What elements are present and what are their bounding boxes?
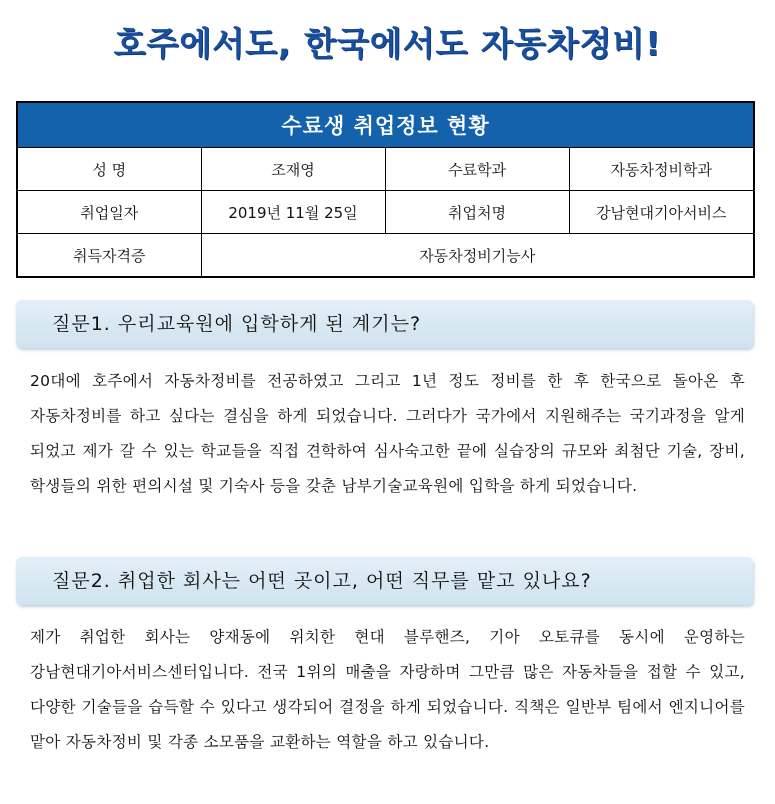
answer-2-paragraph: 제가 취업한 회사는 양재동에 위치한 현대 블루핸즈, 기아 오토큐를 동시에 운영하는 강남현대기아서비스센터입니다. 전국 1위의 매출을 자랑하며 그만큼 많은 자동차들을 접할 수 있고, 다양한 기술들을 습득할 수 있다고 생각되어 결정을 하게 되었습니다. 직책은 일반부 팀에서 엔지니어를 맡아 자동차정비 및 각종 소모품을 교환하는 역할을 하고 있습니다. xyxy=(30,628,745,751)
employment-info-table xyxy=(16,101,755,278)
certificate-value: 자동차정비기능사 xyxy=(201,234,754,278)
table-row xyxy=(17,191,754,234)
answer-1-paragraph: 20대에 호주에서 자동차정비를 전공하였고 그리고 1년 정도 정비를 한 후 한국으로 돌아온 후 자동차정비를 하고 싶다는 결심을 하게 되었습니다. 그러다가 국가에서 지원해주는 국기과정을 알게 되었고 제가 갈 수 있는 학교들을 직접 견학하여 심사숙고한 끝에 실습장의 규모와 최첨단 기술, 장비, 학생들의 위한 편의시설 및 기숙사 등을 갖춘 남부기술교육원에 입학을 하게 되었습니다. xyxy=(30,372,745,495)
employer-label: 취업처명 xyxy=(385,191,569,234)
name-value: 조재영 xyxy=(201,148,385,191)
question-1-band xyxy=(16,300,753,348)
table-row xyxy=(17,148,754,191)
name-label: 성 명 xyxy=(17,148,201,191)
employment-date-label: 취업일자 xyxy=(17,191,201,234)
table-row xyxy=(17,234,754,278)
table-title: 수료생 취업정보 현황 xyxy=(17,102,754,148)
department-label: 수료학과 xyxy=(385,148,569,191)
question-2-band xyxy=(16,557,753,605)
table-title-row xyxy=(17,102,754,148)
page-headline: 호주에서도, 한국에서도 자동차정비! xyxy=(113,24,662,63)
employment-date-value: 2019년 11월 25일 xyxy=(201,191,385,234)
employer-value: 강남현대기아서비스 xyxy=(569,191,754,234)
department-value: 자동차정비학과 xyxy=(569,148,754,191)
question-1-text: 질문1. 우리교육원에 입학하게 된 계기는? xyxy=(52,313,422,335)
certificate-label: 취득자격증 xyxy=(17,234,201,278)
question-2-text: 질문2. 취업한 회사는 어떤 곳이고, 어떤 직무를 맡고 있나요? xyxy=(52,570,592,592)
